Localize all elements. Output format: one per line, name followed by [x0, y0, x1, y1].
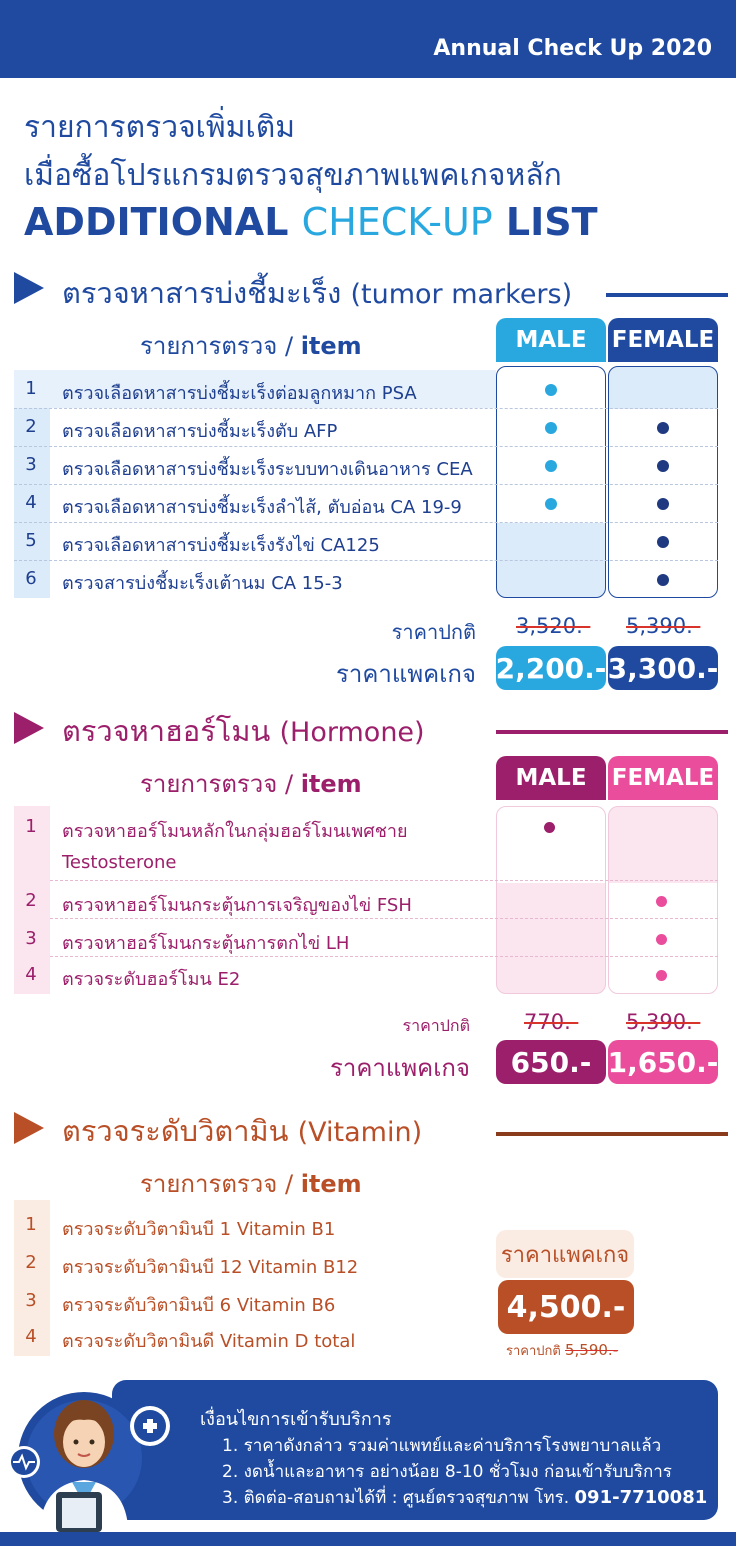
footer-strip [0, 1532, 736, 1546]
regular-price-label: ราคาปกติ [402, 1016, 470, 1035]
title-list: LIST [492, 200, 598, 244]
row-number: 1 [25, 816, 37, 837]
section-divider [496, 730, 728, 734]
male-column-header: MALE [496, 318, 606, 362]
male-check-dot [545, 460, 557, 472]
regular-price-male: 3,520.- [516, 614, 591, 638]
package-price-label: ราคาแพคเกจ [335, 660, 476, 688]
page-title-line1: รายการตรวจเพิ่มเติม [24, 110, 295, 145]
regular-price-male: 770.- [524, 1010, 579, 1034]
row-number: 1 [25, 378, 37, 399]
title-checkup: CHECK-UP [301, 200, 493, 244]
row-number: 4 [25, 492, 37, 513]
list-item: ตรวจระดับวิตามินบี 12 Vitamin B12 [62, 1257, 359, 1278]
female-check-dot [657, 574, 669, 586]
row-divider [50, 956, 718, 957]
page-title-line2: เมื่อซื้อโปรแกรมตรวจสุขภาพแพคเกจหลัก [24, 158, 562, 193]
list-item: ตรวจหาฮอร์โมนกระตุ้นการตกไข่ LH [62, 933, 350, 954]
condition-item: 1. ราคาดังกล่าว รวมค่าแพทย์และค่าบริการโรงพยาบาลแล้ว [222, 1436, 662, 1456]
vitamin-regular-price: ราคาปกติ 5,590.- [506, 1341, 619, 1359]
row-number: 2 [25, 890, 37, 911]
package-price-female: 1,650.- [608, 1040, 718, 1084]
row-divider [14, 522, 718, 523]
female-check-dot [657, 460, 669, 472]
female-check-dot [656, 934, 667, 945]
condition-item: 3. ติดต่อ-สอบถามได้ที่ : ศูนย์ตรวจสุขภาพ โทร. 091-7710081 [222, 1487, 708, 1508]
row-number: 5 [25, 530, 37, 551]
female-check-dot [656, 896, 667, 907]
male-column-header: MALE [496, 756, 606, 800]
row-number: 4 [25, 1326, 37, 1347]
regular-price-female: 5,390.- [626, 1010, 701, 1034]
list-item: ตรวจระดับฮอร์โมน E2 [62, 969, 241, 990]
row-divider [14, 560, 718, 561]
item-header: รายการตรวจ / item [140, 332, 362, 360]
row-number: 2 [25, 416, 37, 437]
list-item: ตรวจระดับวิตามินบี 6 Vitamin B6 [62, 1295, 336, 1316]
row-divider [50, 880, 718, 881]
package-price-male: 650.- [496, 1040, 606, 1084]
doctor-illustration [0, 1366, 180, 1536]
title-additional: ADDITIONAL [24, 200, 302, 244]
package-price-male: 2,200.- [496, 646, 606, 690]
male-check-dot [544, 822, 555, 833]
female-column-header: FEMALE [608, 756, 718, 800]
list-item-subtext: Testosterone [62, 852, 177, 873]
section-divider [496, 1132, 728, 1136]
item-header: รายการตรวจ / item [140, 770, 362, 798]
list-item: ตรวจระดับวิตามินบี 1 Vitamin B1 [62, 1219, 336, 1240]
list-item: ตรวจเลือดหาสารบ่งชี้มะเร็งรังไข่ CA125 [62, 535, 380, 556]
row-number: 3 [25, 454, 37, 475]
list-item: ตรวจระดับวิตามินดี Vitamin D total [62, 1331, 356, 1352]
male-check-dot [545, 384, 557, 396]
row-divider [14, 446, 718, 447]
vitamin-package-label: ราคาแพคเกจ [496, 1230, 634, 1278]
row-number: 3 [25, 1290, 37, 1311]
list-item: ตรวจเลือดหาสารบ่งชี้มะเร็งระบบทางเดินอาหาร CEA [62, 459, 473, 480]
section-title-tumor: ตรวจหาสารบ่งชี้มะเร็ง (tumor markers) [62, 276, 573, 310]
list-item: ตรวจเลือดหาสารบ่งชี้มะเร็งลำไส้, ตับอ่อน CA 19-9 [62, 497, 462, 518]
male-check-dot [545, 422, 557, 434]
row-number: 2 [25, 1252, 37, 1273]
regular-price-label: ราคาปกติ [391, 620, 476, 644]
row-divider [14, 408, 718, 409]
list-item: ตรวจสารบ่งชี้มะเร็งเต้านม CA 15-3 [62, 573, 343, 594]
female-check-dot [657, 422, 669, 434]
section-arrow-icon [14, 272, 44, 304]
page-title-english [24, 200, 598, 244]
row-number: 4 [25, 964, 37, 985]
row-divider [14, 484, 718, 485]
header-title: Annual Check Up 2020 [433, 36, 712, 61]
vitamin-package-price: 4,500.- [498, 1280, 634, 1334]
list-item: ตรวจเลือดหาสารบ่งชี้มะเร็งตับ AFP [62, 421, 338, 442]
section-title-hormone: ตรวจหาฮอร์โมน (Hormone) [62, 714, 425, 748]
row-number: 6 [25, 568, 37, 589]
female-check-dot [656, 970, 667, 981]
list-item: ตรวจหาฮอร์โมนหลักในกลุ่มฮอร์โมนเพศชาย [62, 821, 408, 842]
list-item: ตรวจหาฮอร์โมนกระตุ้นการเจริญของไข่ FSH [62, 895, 412, 916]
regular-price-female: 5,390.- [626, 614, 701, 638]
section-arrow-icon [14, 1112, 44, 1144]
conditions-title: เงื่อนไขการเข้ารับบริการ [200, 1409, 392, 1430]
female-column-box [608, 366, 718, 598]
package-price-female: 3,300.- [608, 646, 718, 690]
row-number: 3 [25, 928, 37, 949]
male-column-box [496, 366, 606, 598]
row-divider [50, 918, 718, 919]
female-check-dot [657, 498, 669, 510]
package-price-label: ราคาแพคเกจ [329, 1054, 470, 1082]
list-item: ตรวจเลือดหาสารบ่งชี้มะเร็งต่อมลูกหมาก PSA [62, 383, 417, 404]
section-arrow-icon [14, 712, 44, 744]
male-column-box [496, 806, 606, 994]
section-title-vitamin: ตรวจระดับวิตามิน (Vitamin) [62, 1114, 423, 1148]
item-header: รายการตรวจ / item [140, 1170, 362, 1198]
male-check-dot [545, 498, 557, 510]
row-number: 1 [25, 1214, 37, 1235]
section-divider [606, 293, 728, 297]
female-column-header: FEMALE [608, 318, 718, 362]
condition-item: 2. งดน้ำและอาหาร อย่างน้อย 8-10 ชั่วโมง ก่อนเข้ารับบริการ [222, 1462, 672, 1482]
female-check-dot [657, 536, 669, 548]
